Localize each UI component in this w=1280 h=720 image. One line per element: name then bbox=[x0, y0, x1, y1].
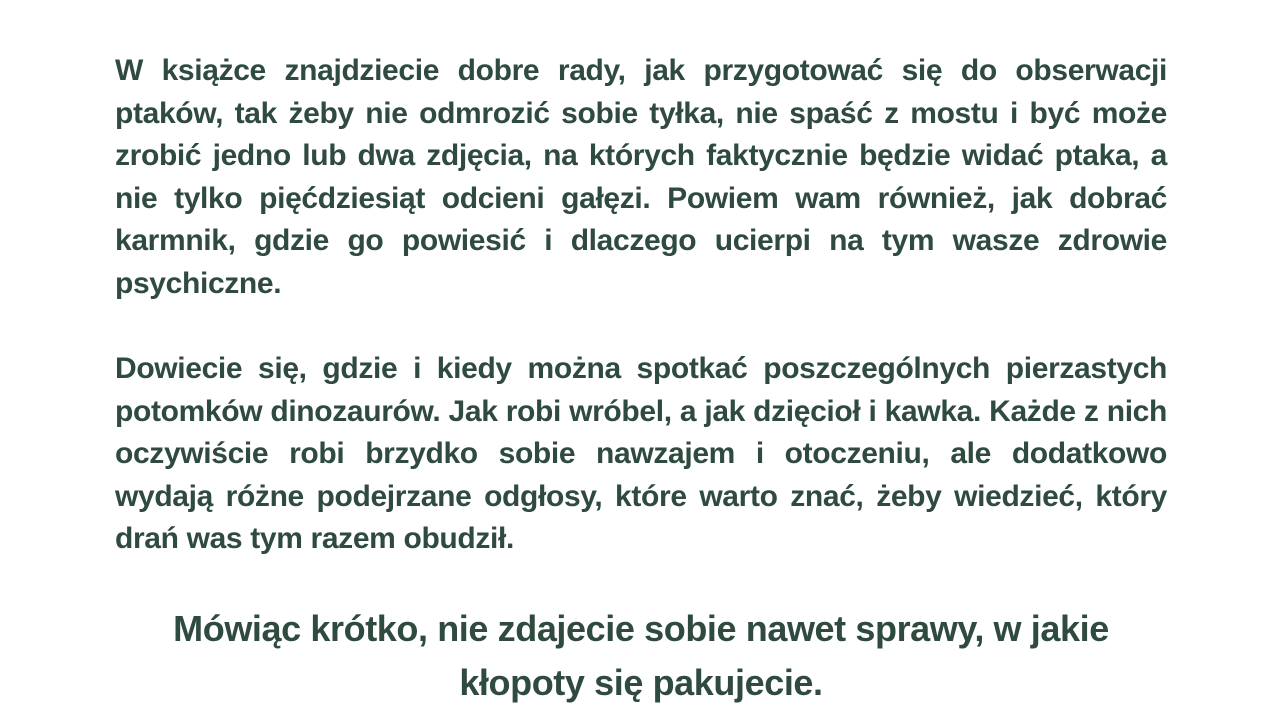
paragraph-details: Dowiecie się, gdzie i kiedy można spotkać poszczególnych pierzastych potomków dinozaurów. Jak robi wróbel, a jak dzięcioł i kawka. Każde z nich oczywiście robi brzydko sobie nawzajem i otoczeniu, ale dodatkowo wydają różne podejrzane odgłosy, które warto znać, żeby wiedzieć, który drań was tym razem obudził. bbox=[115, 352, 1167, 555]
body-text bbox=[115, 50, 1167, 561]
closing-statement: Mówiąc krótko, nie zdajecie sobie nawet sprawy, w jakie kłopoty się pakujecie. bbox=[173, 608, 1109, 703]
paragraph-intro: W książce znajdziecie dobre rady, jak przygotować się do obserwacji ptaków, tak żeby nie odmrozić sobie tyłka, nie spaść z mostu i być może zrobić jedno lub dwa zdjęcia, na których faktycznie będzie widać ptaka, a nie tylko pięćdziesiąt odcieni gałęzi. Powiem wam również, jak dobrać karmnik, gdzie go powiesić i dlaczego ucierpi na tym wasze zdrowie psychiczne. bbox=[115, 54, 1167, 300]
